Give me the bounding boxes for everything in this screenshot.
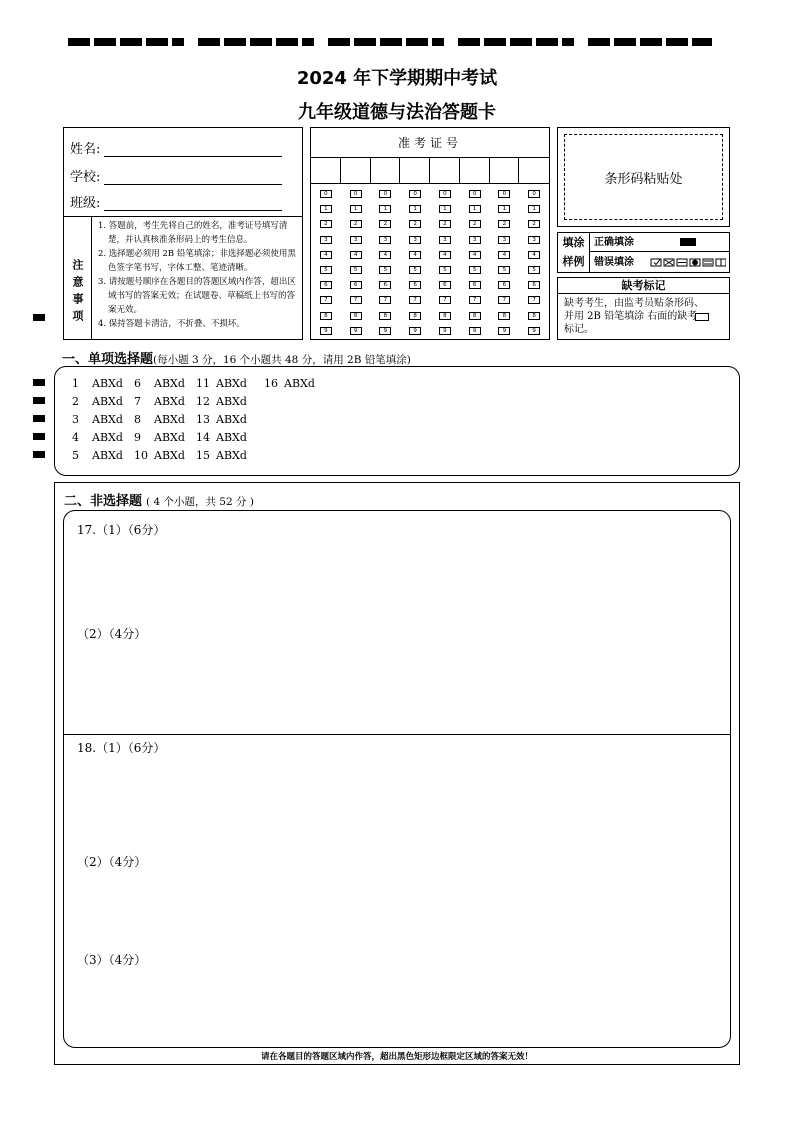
exam-number-bubble[interactable]: 6 (528, 281, 540, 289)
exam-number-bubble[interactable]: 5 (528, 266, 540, 274)
exam-number-bubble[interactable]: 4 (379, 251, 391, 259)
exam-number-bubble[interactable]: 1 (439, 205, 451, 213)
exam-number-bubble[interactable]: 7 (528, 296, 540, 304)
barcode-label: 条形码粘贴处 (604, 171, 683, 187)
notes-section (64, 216, 302, 339)
choice-options[interactable]: ABXd (92, 413, 123, 426)
exam-number-bubble[interactable]: 0 (439, 190, 451, 198)
question-divider (63, 734, 731, 735)
exam-number-bubble[interactable]: 6 (439, 281, 451, 289)
exam-number-bubble[interactable]: 7 (320, 296, 332, 304)
exam-number-digit-cell[interactable] (490, 158, 520, 184)
exam-number-bubble[interactable]: 1 (350, 205, 362, 213)
exam-number-digit-cell[interactable] (311, 158, 341, 184)
footer-warning: 请在各题目的答题区域内作答，超出黑色矩形边框限定区域的答案无效！ (260, 1052, 533, 1062)
exam-number-bubble[interactable]: 0 (350, 190, 362, 198)
card-title: 九年级道德与法治答题卡 (298, 102, 496, 123)
exam-number-bubble[interactable]: 6 (350, 281, 362, 289)
exam-number-bubble[interactable]: 2 (350, 220, 362, 228)
exam-number-bubble[interactable]: 4 (320, 251, 332, 259)
question-number: 15 (196, 449, 210, 462)
exam-number-digit-cell[interactable] (400, 158, 430, 184)
exam-number-bubble[interactable]: 7 (350, 296, 362, 304)
q17-part2-label: （2）（4分） (77, 627, 147, 641)
fill-example-box (557, 232, 730, 273)
exam-number-bubble[interactable]: 3 (409, 236, 421, 244)
school-field[interactable]: 学校: (70, 166, 282, 185)
exam-number-bubble[interactable]: 6 (409, 281, 421, 289)
exam-number-bubble[interactable]: 1 (320, 205, 332, 213)
choice-options[interactable]: ABXd (216, 449, 247, 462)
exam-number-bubble[interactable]: 8 (528, 312, 540, 320)
exam-number-bubble[interactable]: 8 (379, 312, 391, 320)
exam-number-bubble[interactable]: 3 (320, 236, 332, 244)
exam-number-bubble[interactable]: 1 (379, 205, 391, 213)
question-number: 6 (134, 377, 141, 390)
exam-number-bubble[interactable]: 8 (498, 312, 510, 320)
exam-number-bubble[interactable]: 3 (439, 236, 451, 244)
q17-part1-answer-area[interactable] (66, 540, 728, 620)
exam-number-bubble[interactable]: 9 (379, 327, 391, 335)
q17-part1-label: 17.（1）（6分） (77, 523, 166, 537)
exam-number-bubble[interactable]: 2 (379, 220, 391, 228)
exam-number-bubble[interactable]: 8 (409, 312, 421, 320)
q17-part2-answer-area[interactable] (66, 644, 728, 730)
fill-label-1: 填涂 (562, 236, 585, 249)
question-number: 13 (196, 413, 210, 426)
wrong-fill-row: 错误填涂 (590, 253, 729, 272)
top-timing-marks (68, 38, 712, 46)
exam-number-box (310, 127, 550, 340)
question-number: 2 (72, 395, 79, 408)
exam-number-bubble[interactable]: 6 (379, 281, 391, 289)
timing-mark (33, 379, 45, 386)
exam-number-bubble[interactable]: 5 (498, 266, 510, 274)
exam-number-bubble[interactable]: 4 (350, 251, 362, 259)
exam-number-bubble[interactable]: 8 (439, 312, 451, 320)
exam-number-bubble[interactable]: 2 (439, 220, 451, 228)
choice-options[interactable]: ABXd (154, 449, 185, 462)
exam-number-bubble[interactable]: 1 (409, 205, 421, 213)
exam-number-bubble[interactable]: 5 (320, 266, 332, 274)
note-item: 3. 请按题号顺序在各题目的答题区域内作答，超出区域书写的答案无效；在试题卷、草稿纸上书写的答案无效。 (98, 277, 296, 315)
absent-checkbox[interactable] (695, 313, 709, 321)
exam-number-bubble[interactable]: 9 (320, 327, 332, 335)
exam-number-bubble[interactable]: 0 (409, 190, 421, 198)
question-number: 16 (264, 377, 278, 390)
exam-number-bubble[interactable]: 2 (409, 220, 421, 228)
exam-number-bubble[interactable]: 4 (498, 251, 510, 259)
exam-number-bubble[interactable]: 9 (528, 327, 540, 335)
absent-box (557, 277, 730, 340)
question-number: 7 (134, 395, 141, 408)
timing-mark (33, 397, 45, 404)
exam-number-bubbles (311, 184, 549, 339)
exam-number-digit-cell[interactable] (371, 158, 401, 184)
exam-number-bubble[interactable]: 7 (469, 296, 481, 304)
exam-number-bubble[interactable]: 2 (498, 220, 510, 228)
name-field[interactable]: 姓名: (70, 138, 282, 157)
q18-part2-label: （2）（4分） (77, 855, 147, 869)
notes-heading: 注意事项 (64, 217, 92, 339)
exam-title: 2024 年下学期期中考试 (296, 68, 498, 89)
question-number: 14 (196, 431, 210, 444)
exam-number-bubble[interactable]: 0 (469, 190, 481, 198)
absent-title: 缺考标记 (558, 278, 729, 294)
note-item: 2. 选择题必须用 2B 铅笔填涂；非选择题必须使用黑色签字笔书写，字体工整、笔迹清晰。 (98, 249, 296, 273)
exam-number-bubble[interactable]: 1 (469, 205, 481, 213)
exam-number-bubble[interactable]: 0 (498, 190, 510, 198)
q18-part3-answer-area[interactable] (66, 970, 728, 1044)
exam-number-digit-cell[interactable] (430, 158, 460, 184)
choice-options[interactable]: ABXd (92, 431, 123, 444)
exam-number-entry-row[interactable] (311, 158, 549, 184)
choice-options[interactable]: ABXd (216, 395, 247, 408)
exam-number-bubble[interactable]: 4 (439, 251, 451, 259)
choice-options[interactable]: ABXd (154, 395, 185, 408)
absent-text: 缺考考生，由监考员贴条形码、并用 2B 铅笔填涂 右面的缺考标记。 (564, 298, 704, 335)
choice-options[interactable]: ABXd (216, 413, 247, 426)
choice-options[interactable]: ABXd (92, 449, 123, 462)
exam-number-digit-cell[interactable] (341, 158, 371, 184)
exam-number-bubble[interactable]: 6 (498, 281, 510, 289)
student-info-box (63, 127, 303, 340)
notes-list (94, 217, 302, 339)
exam-number-bubble[interactable]: 7 (409, 296, 421, 304)
exam-number-title: 准考证号 (311, 128, 549, 158)
timing-mark (33, 314, 45, 321)
fill-label-2: 样例 (562, 255, 585, 268)
wrong-fill-marks-icon (650, 258, 726, 268)
choice-options[interactable]: ABXd (216, 431, 247, 444)
exam-number-bubble[interactable]: 5 (439, 266, 451, 274)
exam-number-bubble[interactable]: 9 (409, 327, 421, 335)
exam-number-bubble[interactable]: 8 (320, 312, 332, 320)
question-number: 4 (72, 431, 79, 444)
exam-number-bubble[interactable]: 4 (409, 251, 421, 259)
exam-number-bubble[interactable]: 3 (350, 236, 362, 244)
exam-number-bubble[interactable]: 7 (379, 296, 391, 304)
question-number: 9 (134, 431, 141, 444)
exam-number-bubble[interactable]: 9 (469, 327, 481, 335)
question-number: 3 (72, 413, 79, 426)
class-field[interactable]: 班级: (70, 192, 282, 211)
exam-number-bubble[interactable]: 1 (528, 205, 540, 213)
exam-number-bubble[interactable]: 6 (320, 281, 332, 289)
question-number: 5 (72, 449, 79, 462)
exam-number-bubble[interactable]: 2 (320, 220, 332, 228)
choice-options[interactable]: ABXd (92, 395, 123, 408)
exam-number-bubble[interactable]: 9 (350, 327, 362, 335)
exam-number-bubble[interactable]: 4 (469, 251, 481, 259)
exam-number-bubble[interactable]: 9 (439, 327, 451, 335)
choice-options[interactable]: ABXd (92, 377, 123, 390)
question-number: 10 (134, 449, 148, 462)
exam-number-bubble[interactable]: 0 (379, 190, 391, 198)
question-number: 1 (72, 377, 79, 390)
note-item: 1. 答题前，考生先将自己的姓名，准考证号填写清楚，并认真核准条形码上的考生信息。 (98, 221, 288, 245)
non-choice-heading: 二、非选择题 ( 4 个小题，共 52 分 ) (64, 494, 254, 509)
q18-part3-label: （3）（4分） (77, 953, 147, 967)
note-item: 4. 保持答题卡清洁，不折叠、不损坏。 (98, 319, 245, 329)
choice-options[interactable]: ABXd (284, 377, 315, 390)
exam-number-bubble[interactable]: 1 (498, 205, 510, 213)
question-number: 11 (196, 377, 210, 390)
timing-mark (33, 451, 45, 458)
correct-fill-row: 正确填涂 (590, 233, 729, 252)
exam-number-bubble[interactable]: 7 (498, 296, 510, 304)
multiple-choice-heading: 一、单项选择题(每小题 3 分，16 个小题共 48 分，请用 2B 铅笔填涂) (62, 352, 411, 367)
exam-number-bubble[interactable]: 8 (469, 312, 481, 320)
barcode-box (557, 127, 730, 227)
exam-number-bubble[interactable]: 7 (439, 296, 451, 304)
exam-number-bubble[interactable]: 8 (350, 312, 362, 320)
choice-options[interactable]: ABXd (154, 431, 185, 444)
correct-fill-mark (680, 238, 696, 246)
exam-number-bubble[interactable]: 3 (498, 236, 510, 244)
q18-part1-label: 18.（1）（6分） (77, 741, 166, 755)
barcode-area (564, 134, 723, 220)
exam-number-bubble[interactable]: 0 (320, 190, 332, 198)
q18-part2-answer-area[interactable] (66, 872, 728, 948)
question-number: 12 (196, 395, 210, 408)
choice-options[interactable]: ABXd (154, 413, 185, 426)
exam-number-bubble[interactable]: 2 (528, 220, 540, 228)
exam-number-bubble[interactable]: 2 (469, 220, 481, 228)
exam-number-bubble[interactable]: 3 (469, 236, 481, 244)
choice-options[interactable]: ABXd (154, 377, 185, 390)
exam-number-bubble[interactable]: 5 (350, 266, 362, 274)
exam-number-bubble[interactable]: 5 (469, 266, 481, 274)
exam-number-bubble[interactable]: 5 (409, 266, 421, 274)
exam-number-bubble[interactable]: 3 (379, 236, 391, 244)
exam-number-bubble[interactable]: 6 (469, 281, 481, 289)
exam-number-digit-cell[interactable] (460, 158, 490, 184)
exam-number-bubble[interactable]: 4 (528, 251, 540, 259)
timing-mark (33, 415, 45, 422)
timing-mark (33, 433, 45, 440)
question-number: 8 (134, 413, 141, 426)
exam-number-bubble[interactable]: 3 (528, 236, 540, 244)
exam-number-digit-cell[interactable] (519, 158, 549, 184)
q18-part1-answer-area[interactable] (66, 758, 728, 850)
choice-options[interactable]: ABXd (216, 377, 247, 390)
exam-number-bubble[interactable]: 9 (498, 327, 510, 335)
exam-number-bubble[interactable]: 5 (379, 266, 391, 274)
exam-number-bubble[interactable]: 0 (528, 190, 540, 198)
